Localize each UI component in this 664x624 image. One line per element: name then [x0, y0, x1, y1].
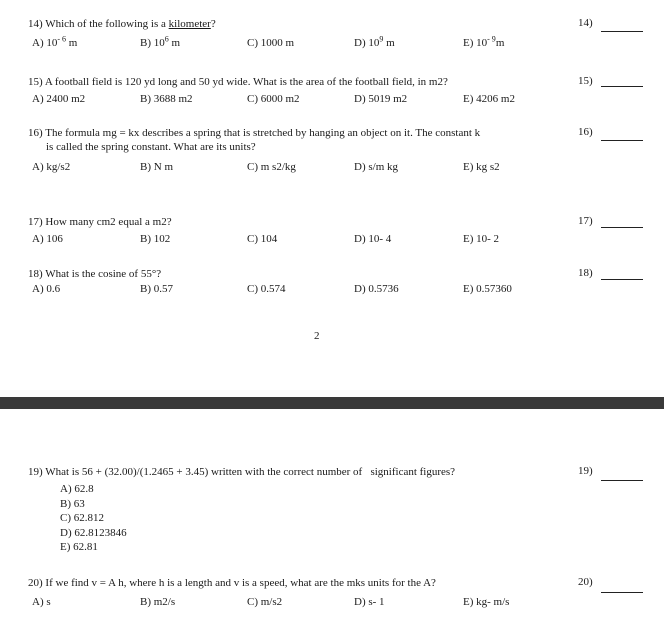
- option-d[interactable]: D) $10^9$ m: [354, 34, 395, 49]
- option-c[interactable]: C) 6000 m2: [247, 93, 300, 105]
- question-number: 19): [28, 466, 43, 478]
- option-e[interactable]: E) 10- 2: [463, 233, 500, 245]
- page-number: 2: [314, 330, 320, 342]
- question-stem: [28, 465, 568, 479]
- option-e[interactable]: E) 62.81: [60, 541, 98, 553]
- question-19: [28, 465, 568, 555]
- stem-text-line2: is called the spring constant. What are its units?: [46, 141, 256, 153]
- option-e[interactable]: E) 0.57360: [463, 283, 512, 295]
- option-a[interactable]: A) $10^{- 6}$ m: [32, 34, 78, 49]
- question-17: [28, 215, 568, 229]
- option-b[interactable]: B) N m: [140, 161, 173, 173]
- answer-blank[interactable]: [601, 480, 643, 481]
- answer-blank[interactable]: [601, 279, 643, 280]
- underlined-term: kilometer: [168, 18, 211, 30]
- option-e[interactable]: E) $10^{- 9}m$: [463, 34, 505, 49]
- option-e[interactable]: E) 4206 m2: [463, 93, 515, 105]
- option-b[interactable]: B) 0.57: [140, 283, 173, 295]
- answer-label: 16): [578, 126, 593, 138]
- question-18: [28, 267, 568, 281]
- option-c[interactable]: C) 1000 m: [247, 37, 295, 49]
- page-divider: [0, 397, 664, 409]
- question-number: 15): [28, 76, 43, 88]
- exam-page-bottom: [0, 409, 664, 624]
- option-a[interactable]: A) s: [32, 596, 51, 608]
- option-e[interactable]: E) kg- m/s: [463, 596, 510, 608]
- option-d[interactable]: D) 62.8123846: [60, 526, 127, 539]
- option-e[interactable]: E) kg s2: [463, 161, 500, 173]
- stem-text: Which of the following is a: [45, 18, 169, 30]
- stem-text: What is 56 + (32.00)/(1.2465 + 3.45) written with the correct number of significant figures?: [45, 466, 456, 478]
- answer-label: 17): [578, 215, 593, 227]
- option-c[interactable]: C) m s2/kg: [247, 161, 296, 173]
- option-b[interactable]: B) $10^6$ m: [140, 34, 181, 49]
- question-stem: [28, 215, 568, 229]
- option-b[interactable]: B) m2/s: [140, 596, 176, 608]
- option-d[interactable]: D) 10- 4: [354, 233, 392, 245]
- option-b[interactable]: B) 3688 m2: [140, 93, 193, 105]
- question-14: [28, 17, 568, 31]
- question-stem: [28, 267, 568, 281]
- answer-label: 19): [578, 465, 593, 477]
- answer-label: 14): [578, 17, 593, 29]
- stem-text: If we find v = A h, where h is a length and v is a speed, what are the mks units for the A?: [45, 577, 436, 589]
- stem-text: ?: [210, 18, 216, 30]
- stem-text: The formula mg = kx describes a spring that is stretched by hanging an object on it. The constant k: [45, 127, 481, 139]
- stem-text: A football field is 120 yd long and 50 yd wide. What is the area of the football field, in m2?: [44, 76, 448, 88]
- stem-text: How many cm2 equal a m2?: [45, 216, 172, 228]
- question-number: 14): [28, 18, 43, 30]
- answer-blank[interactable]: [601, 227, 643, 228]
- question-16: [28, 126, 568, 154]
- answer-blank[interactable]: [601, 592, 643, 593]
- question-number: 20): [28, 577, 43, 589]
- option-c[interactable]: C) m/s2: [247, 596, 283, 608]
- answer-label: 20): [578, 576, 593, 588]
- question-15: [28, 75, 568, 89]
- option-d[interactable]: D) 0.5736: [354, 283, 399, 295]
- option-a[interactable]: A) 2400 m2: [32, 93, 86, 105]
- question-number: 18): [28, 268, 43, 280]
- option-d[interactable]: D) s- 1: [354, 596, 385, 608]
- question-number: 16): [28, 127, 43, 139]
- answer-blank[interactable]: [601, 140, 643, 141]
- question-stem: [28, 576, 568, 590]
- option-d[interactable]: D) s/m kg: [354, 161, 398, 173]
- option-a[interactable]: A) 62.8: [60, 483, 94, 495]
- option-a[interactable]: A) 0.6: [32, 283, 61, 295]
- option-a[interactable]: A) kg/s2: [32, 161, 71, 173]
- option-b[interactable]: B) 63: [60, 497, 85, 510]
- option-c[interactable]: C) 104: [247, 233, 278, 245]
- option-c[interactable]: C) 62.812: [60, 512, 104, 524]
- answer-label: 18): [578, 267, 593, 279]
- stem-text: What is the cosine of 55°?: [45, 268, 162, 280]
- question-number: 17): [28, 216, 43, 228]
- answer-label: 15): [578, 75, 593, 87]
- question-stem: [28, 126, 568, 140]
- answer-blank[interactable]: [601, 86, 643, 87]
- option-c[interactable]: C) 0.574: [247, 283, 286, 295]
- option-b[interactable]: B) 102: [140, 233, 171, 245]
- option-a[interactable]: A) 106: [32, 233, 63, 245]
- question-20: [28, 576, 568, 590]
- question-stem: [28, 75, 568, 89]
- answer-blank[interactable]: [601, 31, 643, 32]
- question-stem: [28, 17, 568, 31]
- option-d[interactable]: D) 5019 m2: [354, 93, 408, 105]
